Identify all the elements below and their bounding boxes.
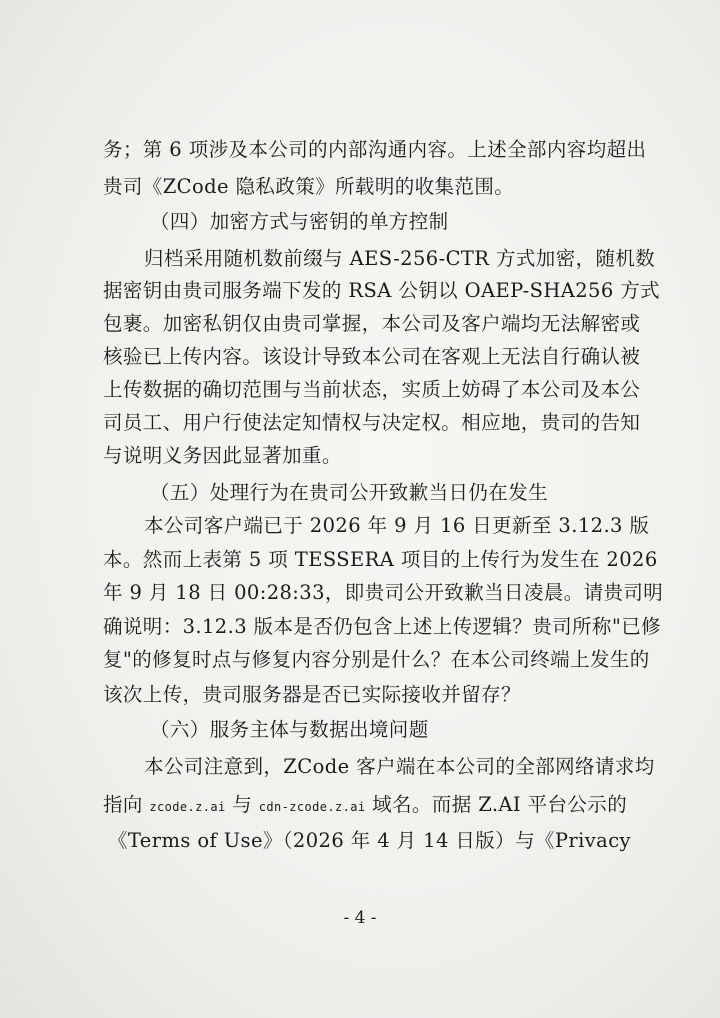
text-line: 核验已上传内容。该设计导致本公司在客观上无法自行确认被 bbox=[103, 345, 641, 368]
text-line: 确说明：3.12.3 版本是否仍包含上述上传逻辑？贵司所称"已修 bbox=[103, 615, 661, 638]
text-line: 本公司客户端已于 2026 年 9 月 16 日更新至 3.12.3 版 bbox=[144, 514, 650, 537]
text-line: 与说明义务因此显著加重。 bbox=[103, 444, 342, 467]
text-line: 该次上传，贵司服务器是否已实际接收并留存？ bbox=[103, 683, 521, 706]
text-line: 归档采用随机数前缀与 AES-256-CTR 方式加密，随机数 bbox=[144, 247, 656, 270]
text-line: 包裹。加密私钥仅由贵司掌握，本公司及客户端均无法解密或 bbox=[103, 312, 641, 335]
text-line: 据密钥由贵司服务端下发的 RSA 公钥以 OAEP-SHA256 方式 bbox=[103, 279, 661, 302]
text-fragment: 域名。而据 Z.AI 平台公示的 bbox=[365, 793, 628, 816]
text-fragment: 指向 bbox=[103, 793, 150, 816]
text-line: 本公司注意到，ZCode 客户端在本公司的全部网络请求均 bbox=[144, 755, 655, 778]
text-line: 司员工、用户行使法定知情权与决定权。相应地，贵司的告知 bbox=[103, 411, 641, 434]
text-line: 《Terms of Use》（2026 年 4 月 14 日版）与《Privacy bbox=[108, 829, 631, 852]
section-heading: （四）加密方式与密钥的单方控制 bbox=[150, 210, 449, 233]
text-line: 贵司《ZCode 隐私政策》所载明的收集范围。 bbox=[103, 175, 515, 198]
text-line: 务；第 6 项涉及本公司的内部沟通内容。上述全部内容均超出 bbox=[103, 138, 647, 161]
domain-text: zcode.z.ai bbox=[149, 800, 226, 814]
text-line: 年 9 月 18 日 00:28:33，即贵司公开致歉当日凌晨。请贵司明 bbox=[103, 581, 664, 604]
page-number: - 4 - bbox=[343, 908, 377, 928]
section-heading: （六）服务主体与数据出境问题 bbox=[150, 718, 429, 741]
text-fragment: 与 bbox=[225, 793, 259, 816]
text-line bbox=[103, 790, 627, 822]
text-line: 本。然而上表第 5 项 TESSERA 项目的上传行为发生在 2026 bbox=[103, 548, 658, 571]
text-line: 复"的修复时点与修复内容分别是什么？在本公司终端上发生的 bbox=[103, 648, 650, 671]
domain-text: cdn-zcode.z.ai bbox=[258, 800, 366, 814]
text-line: 上传数据的确切范围与当前状态，实质上妨碍了本公司及本公 bbox=[103, 378, 641, 401]
section-heading: （五）处理行为在贵司公开致歉当日仍在发生 bbox=[150, 481, 549, 504]
